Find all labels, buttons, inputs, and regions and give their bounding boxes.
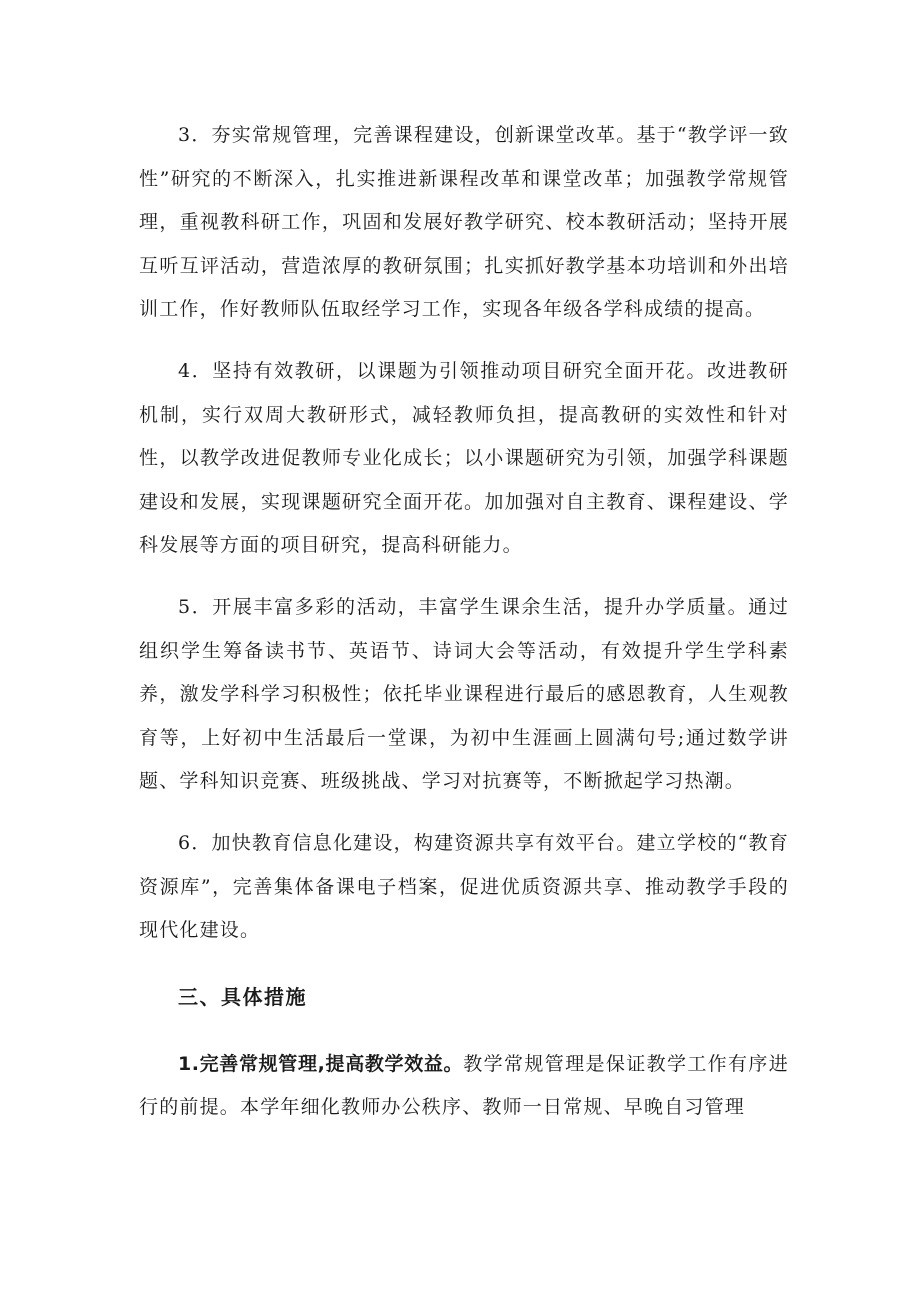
paragraph-item-5: 5．开展丰富多彩的活动，丰富学生课余生活，提升办学质量。通过组织学生筹备读书节、英语节、诗词大会等活动，有效提升学生学科素养，激发学科学习积极性；依托毕业课程进行最后的感恩教育，人生观教育等，上好初中生活最后一堂课，为初中生涯画上圆满句号;通过数学讲题、学科知识竞赛、班级挑战、学习对抗赛等，不断掀起学习热潮。 [139, 595, 789, 793]
measure-1-lead: 1.完善常规管理,提高教学效益。 [178, 1052, 464, 1075]
paragraph-item-6: 6．加快教育信息化建设，构建资源共享有效平台。建立学校的“教育资源库”，完善集体备课电子档案，促进优质资源共享、推动教学手段的现代化建设。 [139, 831, 789, 942]
document-body [139, 114, 789, 1148]
paragraph-measure-1 [139, 1043, 789, 1130]
section-heading: 三、具体措施 [178, 984, 307, 1009]
paragraph-item-3: 3．夯实常规管理，完善课程建设，创新课堂改革。基于“教学评一致性”研究的不断深入，扎实推进新课程改革和课堂改革；加强教学常规管理，重视教科研工作，巩固和发展好教学研究、校本教研活动；坚持开展互听互评活动，营造浓厚的教研氛围；扎实抓好教学基本功培训和外出培训工作，作好教师队伍取经学习工作，实现各年级各学科成绩的提高。 [139, 124, 789, 321]
paragraph-item-4: 4．坚持有效教研，以课题为引领推动项目研究全面开花。改进教研机制，实行双周大教研形式，减轻教师负担，提高教研的实效性和针对性，以教学改进促教师专业化成长；以小课题研究为引领，加强学科课题建设和发展，实现课题研究全面开花。加加强对自主教育、课程建设、学科发展等方面的项目研究，提高科研能力。 [139, 359, 789, 557]
measure-1-body: 教学常规管理是保证教学工作有序进行的前提。本学年细化教师办公秩序、教师一日常规、早晚自习管理 [139, 1052, 789, 1119]
